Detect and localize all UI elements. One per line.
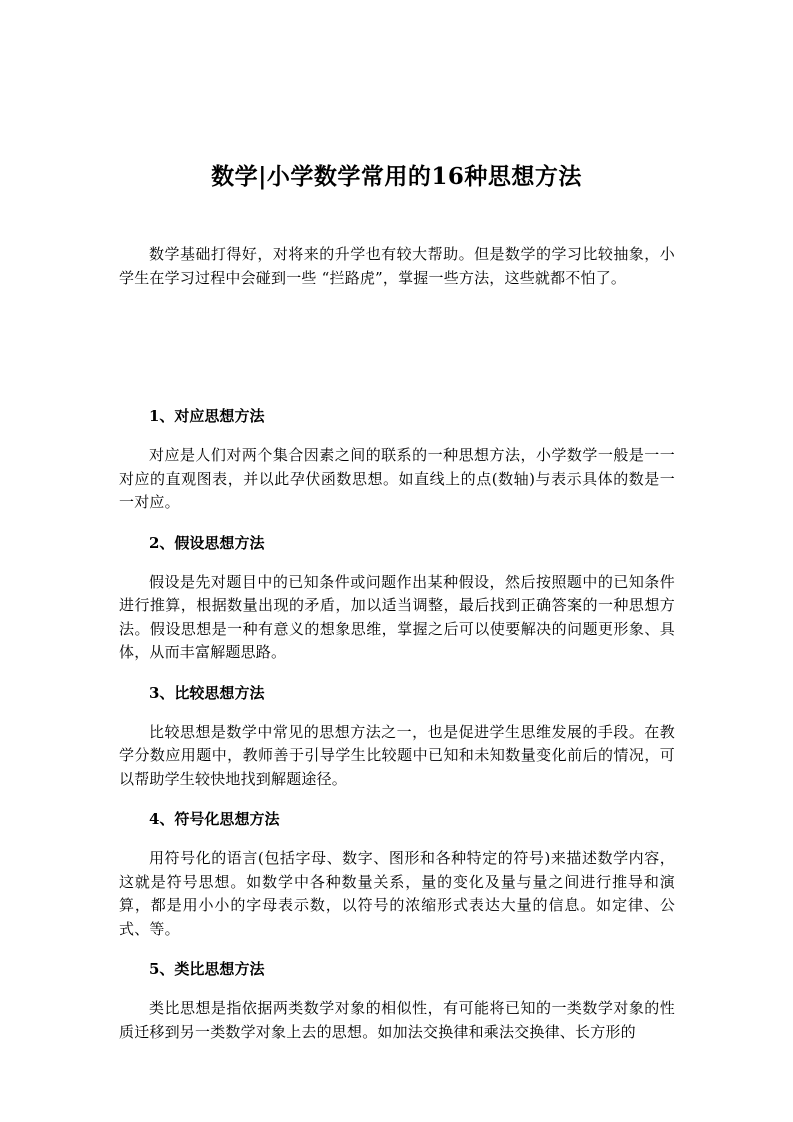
section-paragraph-2: 假设是先对题目中的已知条件或问题作出某种假设，然后按照题中的已知条件进行推算，根据数量出现的矛盾，加以适当调整，最后找到正确答案的一种思想方法。假设思想是一种有意义的想象思维，掌握之后可以使要解决的问题更形象、具体，从而丰富解题思路。 [119,572,675,661]
section-heading-3: 3、比较思想方法 [149,683,265,702]
section-heading-2: 2、假设思想方法 [149,533,265,552]
article-body [119,243,675,1061]
section-paragraph-3: 比较思想是数学中常见的思想方法之一，也是促进学生思维发展的手段。在教学分数应用题中，教师善于引导学生比较题中已知和未知数量变化前后的情况，可以帮助学生较快地找到解题途径。 [119,722,675,788]
section-heading-4: 4、符号化思想方法 [149,810,280,828]
section-heading-1: 1、对应思想方法 [149,407,265,425]
section-heading-5: 5、类比思想方法 [149,960,265,978]
intro-paragraph: 数学基础打得好，对将来的升学也有较大帮助。但是数学的学习比较抽象，小学生在学习过程中会碰到一些 “拦路虎”，掌握一些方法，这些就都不怕了。 [119,245,675,287]
section-paragraph-5: 类比思想是指依据两类数学对象的相似性，有可能将已知的一类数学对象的性质迁移到另一类数学对象上去的思想。如加法交换律和乘法交换律、长方形的 [119,999,675,1041]
page-title: 数学|小学数学常用的16种思想方法 [211,163,582,190]
section-paragraph-4: 用符号化的语言(包括字母、数字、图形和各种特定的符号)来描述数学内容，这就是符号思想。如数学中各种数量关系，量的变化及量与量之间进行推导和演算，都是用小小的字母表示数，以符号的浓缩形式表达大量的信息。如定律、公式、等。 [119,849,675,938]
section-paragraph-1: 对应是人们对两个集合因素之间的联系的一种思想方法，小学数学一般是一一对应的直观图表，并以此孕伏函数思想。如直线上的点(数轴)与表示具体的数是一一对应。 [119,446,675,511]
